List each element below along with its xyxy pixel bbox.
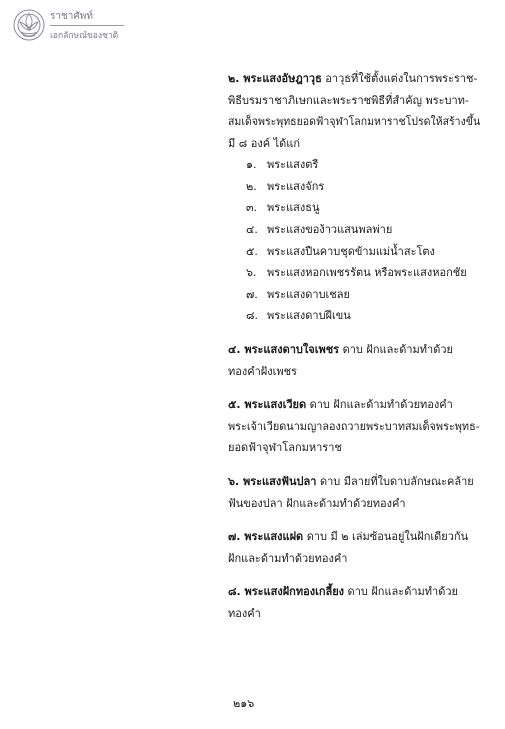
list-item: ๖. พระแสงหอกเพชรรัตน หรือพระแสงหอกชัย [246,266,467,279]
section-7-heading: ๗. พระแสงแฝด [228,530,304,543]
page-header [12,6,122,46]
section-4-heading: ๔. พระแสงดาบใจเพชร [228,343,340,356]
section-6-heading: ๖. พระแสงฟันปลา [228,475,317,488]
section-2-line-1: ๒. พระแสงอัษฎาวุธ อาวุธที่ใช้ตั้งแต่งในการพระราช- [228,72,478,85]
section-5-line-2: พระเจ้าเวียดนามญาลองถวายพระบาทสมเด็จพระพุทธ- [228,420,480,433]
section-2-heading: ๒. พระแสงอัษฎาวุธ [228,72,322,85]
section-4-line-2: ทองคำฝังเพชร [228,365,297,378]
section-7-line-2: ฝักและด้ามทำด้วยทองคำ [228,552,348,565]
header-divider [50,25,124,26]
section-8-line-1: ๘. พระแสงฝักทองเกลี้ยง ดาบ ฝักและด้ามทำด้วย [228,585,458,598]
list-item: ๘. พระแสงดาบฝีเขน [246,309,351,322]
section-5-line-3: ยอดฟ้าจุฬาโลกมหาราช [228,441,342,454]
section-2-line-4: มี ๘ องค์ ได้แก่ [228,137,300,150]
section-5-heading: ๕. พระแสงเวียด [228,398,307,411]
section-4-line-1: ๔. พระแสงดาบใจเพชร ดาบ ฝักและด้ามทำด้วย [228,343,453,356]
list-item: ๔. พระแสงของ้าวแสนพลพ่าย [246,223,393,236]
section-6-line-1: ๖. พระแสงฟันปลา ดาบ มีลายที่ใบดาบลักษณะคล้าย [228,475,474,488]
header-subtitle: เอกลักษณ์ของชาติ [50,31,119,41]
header-title: ราชาศัพท์ [50,11,93,22]
list-item: ๗. พระแสงดาบเชลย [246,288,350,301]
lotus-emblem-icon [12,8,46,42]
section-8-heading: ๘. พระแสงฝักทองเกลี้ยง [228,585,345,598]
list-item: ๒. พระแสงจักร [246,180,325,193]
list-item: ๓. พระแสงธนู [246,201,320,214]
section-5-line-1: ๕. พระแสงเวียด ดาบ ฝักและด้ามทำด้วยทองคำ [228,398,453,411]
section-8-line-2: ทองคำ [228,607,261,620]
section-2-line-2: พิธีบรมราชาภิเษกและพระราชพิธีที่สำคัญ พระบาท- [228,94,469,107]
section-7-line-1: ๗. พระแสงแฝด ดาบ มี ๒ เล่มซ้อนอยู่ในฝักเดียวกัน [228,530,469,543]
page-number: ๒๑๖ [233,697,255,710]
list-item: ๕. พระแสงปืนคาบชุดข้ามแม่น้ำสะโตง [246,245,435,258]
section-2-line-3: สมเด็จพระพุทธยอดฟ้าจุฬาโลกมหาราชโปรดให้สร้างขึ้น [228,115,481,128]
section-6-line-2: ฟันของปลา ฝักและด้ามทำด้วยทองคำ [228,497,406,510]
list-item: ๑. พระแสงตรี [246,158,319,171]
